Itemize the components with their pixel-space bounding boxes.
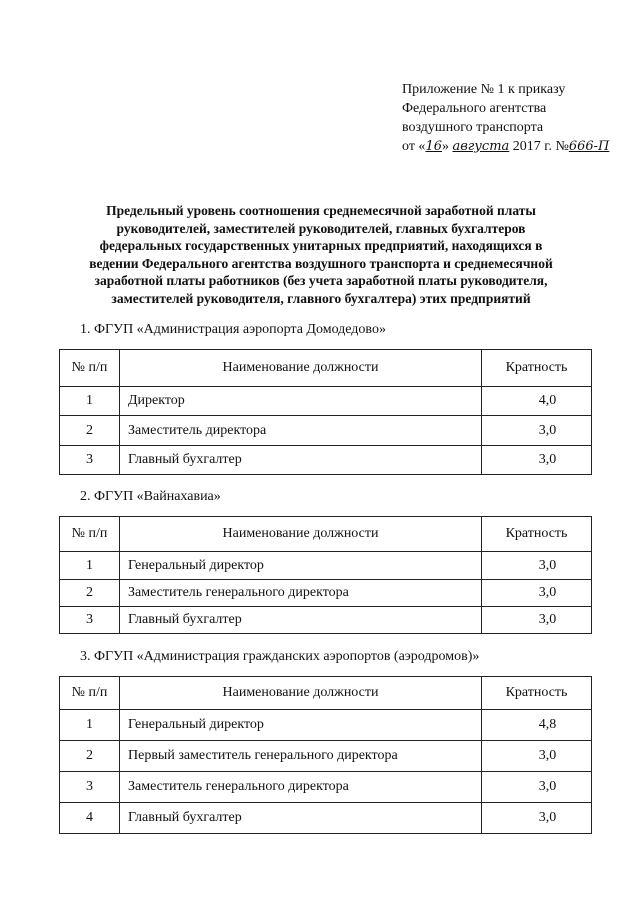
annex-line-1: Приложение № 1 к приказу <box>402 82 566 97</box>
order-number: 666-П <box>568 139 610 154</box>
date-prefix: от « <box>402 139 426 154</box>
table-row <box>60 741 592 772</box>
table-section-3 <box>59 676 592 834</box>
table-row <box>60 416 592 446</box>
header-position: Наименование должности <box>120 517 482 552</box>
row-position: Главный бухгалтер <box>120 446 482 475</box>
row-ratio: 3,0 <box>482 772 592 803</box>
row-ratio: 4,8 <box>482 710 592 741</box>
document-heading <box>62 202 580 307</box>
header-num: № п/п <box>60 677 120 710</box>
section-title-2: 2. ФГУП «Вайнахавиа» <box>80 489 221 504</box>
row-ratio: 3,0 <box>482 446 592 475</box>
row-position: Директор <box>120 387 482 416</box>
date-month: августа <box>452 139 510 154</box>
annex-block <box>402 80 627 156</box>
row-num: 4 <box>60 803 120 834</box>
annex-line-2: Федерального агентства <box>402 101 547 116</box>
header-num: № п/п <box>60 350 120 387</box>
row-ratio: 4,0 <box>482 387 592 416</box>
row-position: Заместитель генерального директора <box>120 580 482 607</box>
header-position: Наименование должности <box>120 677 482 710</box>
table-header-row <box>60 677 592 710</box>
row-position: Заместитель генерального директора <box>120 772 482 803</box>
date-mid: » <box>441 139 453 154</box>
row-num: 3 <box>60 446 120 475</box>
table-row <box>60 607 592 634</box>
table-row <box>60 803 592 834</box>
row-ratio: 3,0 <box>482 803 592 834</box>
heading-line: руководителей, заместителей руководителей, главных бухгалтеров <box>116 220 526 236</box>
row-ratio: 3,0 <box>482 607 592 634</box>
table-row <box>60 580 592 607</box>
header-ratio: Кратность <box>482 517 592 552</box>
row-ratio: 3,0 <box>482 416 592 446</box>
table-section-2 <box>59 516 592 634</box>
section-title-1: 1. ФГУП «Администрация аэропорта Домодедово» <box>80 322 386 337</box>
date-year: 2017 г. № <box>509 139 569 154</box>
table-header-row <box>60 350 592 387</box>
row-ratio: 3,0 <box>482 552 592 580</box>
row-position: Главный бухгалтер <box>120 803 482 834</box>
row-num: 1 <box>60 710 120 741</box>
header-ratio: Кратность <box>482 350 592 387</box>
heading-line: Предельный уровень соотношения среднемесячной заработной платы <box>106 203 536 218</box>
table-row <box>60 552 592 580</box>
table-row <box>60 710 592 741</box>
row-num: 3 <box>60 772 120 803</box>
row-num: 1 <box>60 552 120 580</box>
header-num: № п/п <box>60 517 120 552</box>
row-position: Заместитель директора <box>120 416 482 446</box>
row-num: 1 <box>60 387 120 416</box>
heading-line: заработной платы работников (без учета заработной платы руководителя, <box>94 273 548 288</box>
annex-line-3: воздушного транспорта <box>402 120 544 135</box>
row-num: 2 <box>60 416 120 446</box>
row-num: 2 <box>60 580 120 607</box>
row-position: Главный бухгалтер <box>120 607 482 634</box>
table-row <box>60 387 592 416</box>
row-position: Генеральный директор <box>120 710 482 741</box>
table-section-1 <box>59 349 592 475</box>
annex-date-line <box>402 137 627 156</box>
heading-line: заместителей руководителя, главного бухгалтера) этих предприятий <box>111 290 531 306</box>
header-ratio: Кратность <box>482 677 592 710</box>
header-position: Наименование должности <box>120 350 482 387</box>
table-row <box>60 772 592 803</box>
row-ratio: 3,0 <box>482 741 592 772</box>
row-ratio: 3,0 <box>482 580 592 607</box>
section-title-3: 3. ФГУП «Администрация гражданских аэропортов (аэродромов)» <box>80 649 480 664</box>
row-num: 3 <box>60 607 120 634</box>
row-position: Первый заместитель генерального директора <box>120 741 482 772</box>
date-day: 16 <box>425 139 442 154</box>
heading-line: ведении Федерального агентства воздушного транспорта и среднемесячной <box>89 255 553 271</box>
row-position: Генеральный директор <box>120 552 482 580</box>
table-row <box>60 446 592 475</box>
row-num: 2 <box>60 741 120 772</box>
table-header-row <box>60 517 592 552</box>
heading-line: федеральных государственных унитарных предприятий, находящихся в <box>99 238 543 253</box>
